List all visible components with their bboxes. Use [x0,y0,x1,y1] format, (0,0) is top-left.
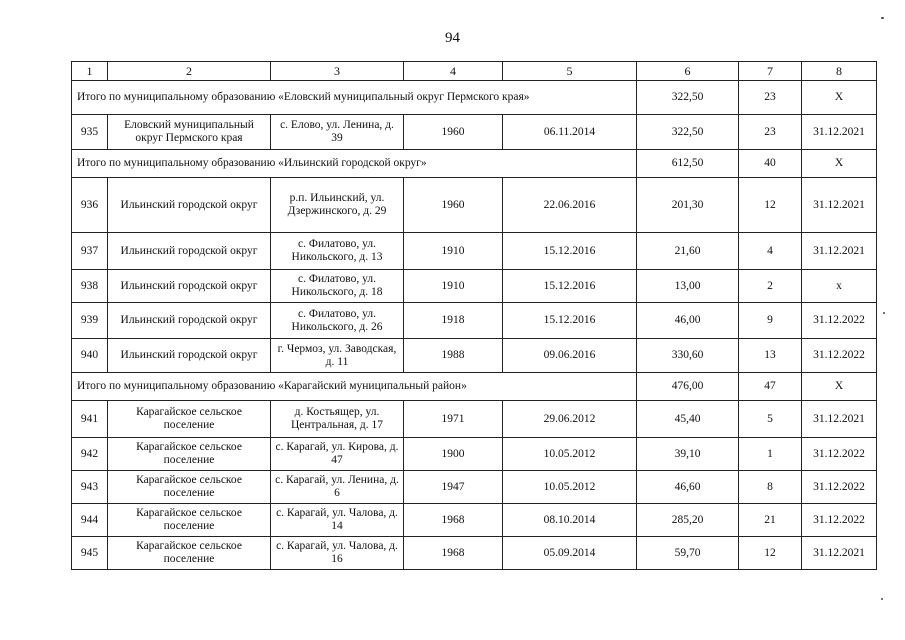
area-cell: 21,60 [637,233,739,270]
column-header: 2 [108,62,271,81]
row-number: 940 [72,339,108,373]
date-cell: 15.12.2016 [503,233,637,270]
year-cell: 1968 [404,504,503,537]
row-number: 937 [72,233,108,270]
date-cell: 10.05.2012 [503,438,637,471]
count-cell: 2 [739,270,802,303]
owner-cell: Карагайское сельское поселение [108,401,271,438]
subtotal-label: Итого по муниципальному образованию «Карагайский муниципальный район» [72,373,637,401]
owner-cell: Ильинский городской округ [108,303,271,339]
deadline-cell: 31.12.2022 [802,504,877,537]
subtotal-label: Итого по муниципальному образованию «Ильинский городской округ» [72,150,637,178]
deadline-cell: 31.12.2021 [802,401,877,438]
deadline-cell: 31.12.2021 [802,537,877,570]
area-cell: 39,10 [637,438,739,471]
date-cell: 29.06.2012 [503,401,637,438]
subtotal-area: 322,50 [637,81,739,115]
count-cell: 8 [739,471,802,504]
count-cell: 23 [739,115,802,150]
date-cell: 10.05.2012 [503,471,637,504]
column-number-row [72,62,877,81]
owner-cell: Еловский муниципальный округ Пермского края [108,115,271,150]
deadline-cell: 31.12.2021 [802,115,877,150]
address-cell: с. Карагай, ул. Ленина, д. 6 [271,471,404,504]
scan-speck [881,598,883,600]
area-cell: 330,60 [637,339,739,373]
year-cell: 1947 [404,471,503,504]
deadline-cell: 31.12.2021 [802,178,877,233]
count-cell: 5 [739,401,802,438]
column-header: 5 [503,62,637,81]
row-number: 939 [72,303,108,339]
table-row [72,178,877,233]
year-cell: 1988 [404,339,503,373]
count-cell: 9 [739,303,802,339]
row-number: 943 [72,471,108,504]
column-header: 4 [404,62,503,81]
address-cell: с. Карагай, ул. Чалова, д. 16 [271,537,404,570]
area-cell: 285,20 [637,504,739,537]
table-row [72,401,877,438]
owner-cell: Карагайское сельское поселение [108,504,271,537]
address-cell: д. Костьящер, ул. Центральная, д. 17 [271,401,404,438]
table-row [72,233,877,270]
count-cell: 12 [739,178,802,233]
column-header: 7 [739,62,802,81]
area-cell: 201,30 [637,178,739,233]
registry-table [71,61,877,570]
date-cell: 09.06.2016 [503,339,637,373]
owner-cell: Ильинский городской округ [108,233,271,270]
year-cell: 1918 [404,303,503,339]
table-row [72,115,877,150]
date-cell: 05.09.2014 [503,537,637,570]
subtotal-area: 612,50 [637,150,739,178]
year-cell: 1910 [404,270,503,303]
address-cell: с. Филатово, ул. Никольского, д. 18 [271,270,404,303]
column-header: 8 [802,62,877,81]
address-cell: с. Карагай, ул. Чалова, д. 14 [271,504,404,537]
table-row [72,504,877,537]
owner-cell: Карагайское сельское поселение [108,537,271,570]
owner-cell: Карагайское сельское поселение [108,471,271,504]
address-cell: с. Филатово, ул. Никольского, д. 13 [271,233,404,270]
subtotal-count: 47 [739,373,802,401]
count-cell: 1 [739,438,802,471]
row-number: 945 [72,537,108,570]
address-cell: с. Елово, ул. Ленина, д. 39 [271,115,404,150]
count-cell: 4 [739,233,802,270]
subtotal-row [72,150,877,178]
row-number: 942 [72,438,108,471]
deadline-cell: 31.12.2021 [802,233,877,270]
year-cell: 1960 [404,115,503,150]
area-cell: 322,50 [637,115,739,150]
table-row [72,438,877,471]
subtotal-count: 23 [739,81,802,115]
deadline-cell: 31.12.2022 [802,438,877,471]
table-row [72,339,877,373]
row-number: 941 [72,401,108,438]
deadline-cell: х [802,270,877,303]
deadline-cell: 31.12.2022 [802,471,877,504]
date-cell: 15.12.2016 [503,303,637,339]
table-row [72,471,877,504]
row-number: 935 [72,115,108,150]
date-cell: 22.06.2016 [503,178,637,233]
date-cell: 15.12.2016 [503,270,637,303]
owner-cell: Ильинский городской округ [108,270,271,303]
owner-cell: Ильинский городской округ [108,178,271,233]
area-cell: 46,00 [637,303,739,339]
subtotal-label: Итого по муниципальному образованию «Еловский муниципальный округ Пермского края» [72,81,637,115]
subtotal-row [72,373,877,401]
table-body [72,81,877,570]
owner-cell: Карагайское сельское поселение [108,438,271,471]
subtotal-area: 476,00 [637,373,739,401]
subtotal-mark: X [802,150,877,178]
subtotal-mark: X [802,81,877,115]
column-header: 1 [72,62,108,81]
count-cell: 13 [739,339,802,373]
area-cell: 46,60 [637,471,739,504]
page-number: 94 [445,30,460,46]
area-cell: 59,70 [637,537,739,570]
scan-speck [883,312,885,314]
address-cell: р.п. Ильинский, ул. Дзержинского, д. 29 [271,178,404,233]
area-cell: 45,40 [637,401,739,438]
subtotal-row [72,81,877,115]
row-number: 944 [72,504,108,537]
row-number: 938 [72,270,108,303]
table-row [72,537,877,570]
area-cell: 13,00 [637,270,739,303]
year-cell: 1960 [404,178,503,233]
owner-cell: Ильинский городской округ [108,339,271,373]
deadline-cell: 31.12.2022 [802,339,877,373]
year-cell: 1971 [404,401,503,438]
table-row [72,270,877,303]
date-cell: 06.11.2014 [503,115,637,150]
subtotal-count: 40 [739,150,802,178]
row-number: 936 [72,178,108,233]
count-cell: 21 [739,504,802,537]
scan-speck [881,17,884,19]
address-cell: с. Карагай, ул. Кирова, д. 47 [271,438,404,471]
column-header: 6 [637,62,739,81]
deadline-cell: 31.12.2022 [802,303,877,339]
subtotal-mark: X [802,373,877,401]
date-cell: 08.10.2014 [503,504,637,537]
year-cell: 1968 [404,537,503,570]
address-cell: с. Филатово, ул. Никольского, д. 26 [271,303,404,339]
column-header: 3 [271,62,404,81]
address-cell: г. Чермоз, ул. Заводская, д. 11 [271,339,404,373]
count-cell: 12 [739,537,802,570]
year-cell: 1900 [404,438,503,471]
year-cell: 1910 [404,233,503,270]
table-row [72,303,877,339]
